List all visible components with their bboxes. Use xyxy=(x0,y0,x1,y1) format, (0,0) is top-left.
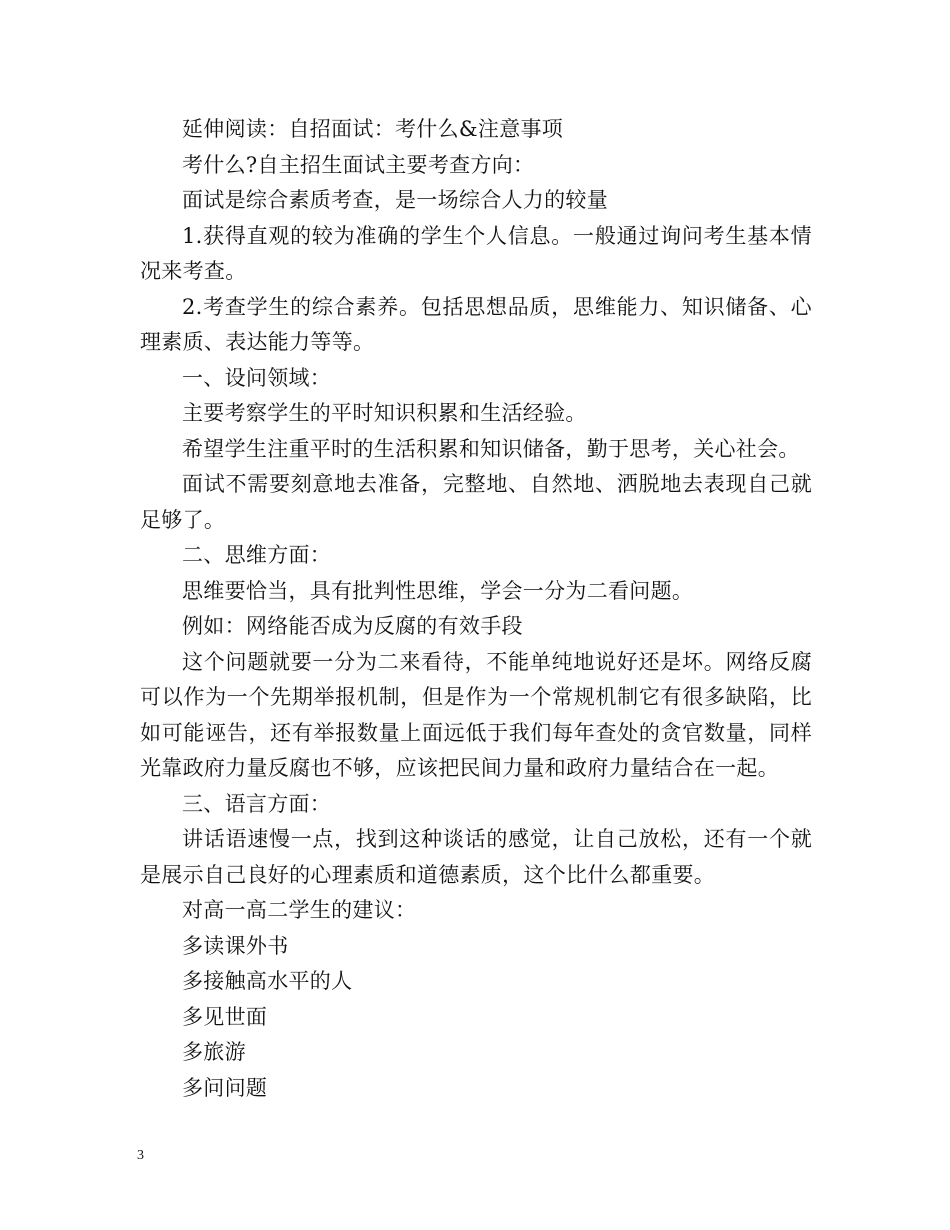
list-item-travel: 多旅游 xyxy=(182,1040,246,1064)
section-heading-language: 三、语言方面： xyxy=(182,791,332,816)
paragraph-example: 例如：网络能否成为反腐的有效手段 xyxy=(182,614,523,638)
paragraph-no-preparation: 面试不需要刻意地去准备，完整地、自然地、洒脱地去表现自己就足够了。 xyxy=(140,472,812,532)
paragraph-critical-thinking: 思维要恰当，具有批判性思维，学会一分为二看问题。 xyxy=(182,578,694,603)
paragraph-suggestions-heading: 对高一高二学生的建议： xyxy=(182,898,417,922)
section-heading-question-field: 一、设问领域： xyxy=(182,365,332,390)
paragraph-what-to-test: 考什么?自主招生面试主要考查方向： xyxy=(182,152,535,177)
list-item-meet-people: 多接触高水平的人 xyxy=(182,969,353,993)
paragraph-hope-students: 希望学生注重平时的生活积累和知识储备，勤于思考，关心社会。 xyxy=(182,436,800,461)
paragraph-comprehensive-test: 面试是综合素质考查，是一场综合人力的较量 xyxy=(182,188,608,212)
list-item-ask-questions: 多问问题 xyxy=(182,1075,268,1100)
document-body xyxy=(140,112,812,1106)
section-heading-thinking: 二、思维方面： xyxy=(182,543,332,567)
paragraph-point-1: 1.获得直观的较为准确的学生个人信息。一般通过询问考生基本情况来考查。 xyxy=(140,223,812,283)
paragraph-point-2: 2.考查学生的综合素养。包括思想品质，思维能力、知识储备、心理素质、表达能力等等。 xyxy=(140,294,812,354)
list-item-read-books: 多读课外书 xyxy=(182,933,289,958)
paragraph-speaking-advice: 讲话语速慢一点，找到这种谈话的感觉，让自己放松，还有一个就是展示自己良好的心理素质和道德素质，这个比什么都重要。 xyxy=(140,827,812,887)
page-number: 3 xyxy=(137,1148,144,1163)
paragraph-knowledge-accumulation: 主要考察学生的平时知识积累和生活经验。 xyxy=(182,401,587,425)
list-item-see-world: 多见世面 xyxy=(182,1004,268,1029)
paragraph-example-analysis: 这个问题就要一分为二来看待，不能单纯地说好还是坏。网络反腐可以作为一个先期举报机制，但是作为一个常规机制它有很多缺陷，比如可能诬告，还有举报数量上面远低于我们每年查处的贪官数量，同样光靠政府力量反腐也不够，应该把民间力量和政府力量结合在一起。 xyxy=(140,649,812,780)
paragraph-extended-reading: 延伸阅读：自招面试：考什么&注意事项 xyxy=(182,117,564,141)
